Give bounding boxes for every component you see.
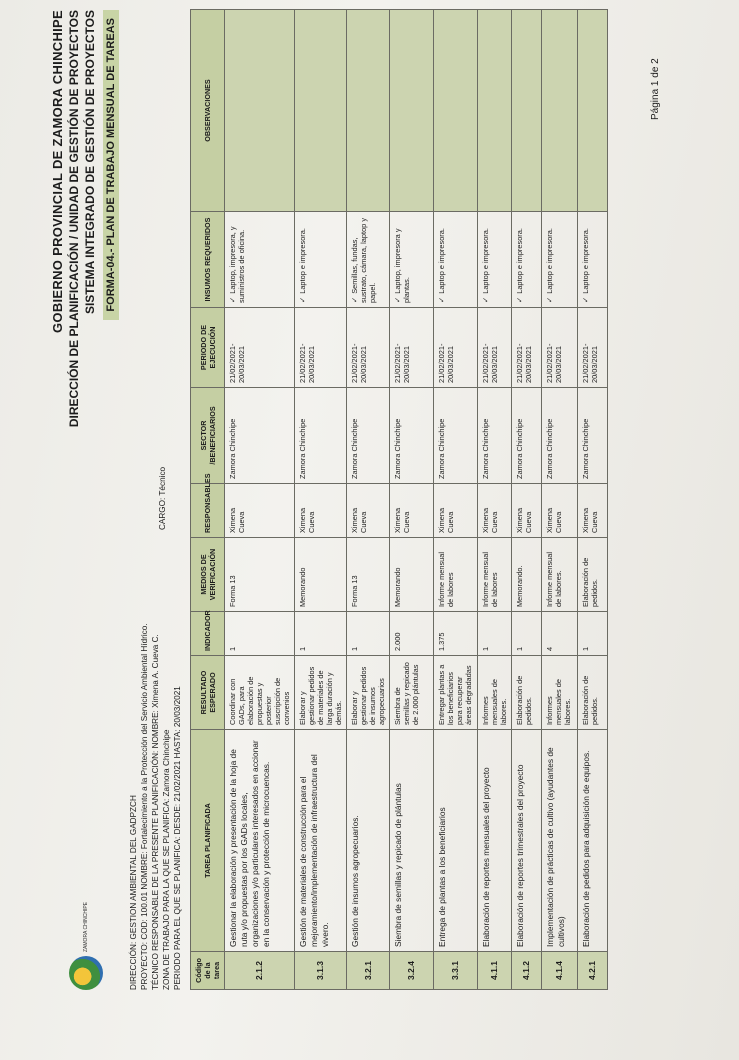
inputs-text: Laptop e impresora. — [581, 228, 590, 294]
document-header — [50, 10, 119, 650]
task-responsible: Ximena Cueva — [512, 484, 542, 538]
page-number: Página 1 de 2 — [650, 58, 661, 120]
task-sector: Zamora Chinchipe — [542, 388, 578, 484]
meta-tecnico: TÉCNICO RESPONSABLE DE LA PRESENTE PLANIFICACIÓN: NOMBRE: Ximena A. Cueva C. — [151, 634, 160, 990]
task-code: 3.2.1 — [347, 952, 390, 990]
task-sector: Zamora Chinchipe — [434, 388, 478, 484]
task-responsible: Ximena Cueva — [347, 484, 390, 538]
task-observations — [542, 10, 578, 212]
task-observations — [347, 10, 390, 212]
checkmark-icon: ✓ — [437, 296, 446, 303]
task-inputs — [478, 212, 512, 308]
task-result: Elaboración de pedidos. — [512, 656, 542, 730]
task-planned: Gestionar la elaboración y presentación de la hoja de ruta y/o propuestas por los GADs locales, organizaciones y/o particulares interesados en accionar en la conservación y protección de microcuencas. — [225, 730, 295, 952]
task-result: Coordinar con GADs, para elaboración de propuestas y posterior suscripción de convenios — [225, 656, 295, 730]
inputs-text: Laptop, impresora y plantas. — [393, 228, 411, 303]
task-inputs — [434, 212, 478, 308]
task-code: 3.2.4 — [390, 952, 434, 990]
task-observations — [390, 10, 434, 212]
task-observations — [512, 10, 542, 212]
task-observations — [578, 10, 608, 212]
col-header: SECTOR /BENEFICIARIOS — [191, 388, 225, 484]
task-code: 3.3.1 — [434, 952, 478, 990]
col-header: RESPONSABLES — [191, 484, 225, 538]
task-period: 21/02/2021-20/03/2021 — [512, 308, 542, 388]
task-planned: Gestión de materiales de construcción para el mejoramiento/implementación de infraestructura del vivero. — [295, 730, 347, 952]
col-header: Código de la tarea — [191, 952, 225, 990]
table-row — [225, 10, 295, 990]
task-code: 4.2.1 — [578, 952, 608, 990]
col-header: TAREA PLANIFICADA — [191, 730, 225, 952]
meta-periodo: PERIODO PARA EL QUE SE PLANIFICA: DESDE: 21/02/2021 HASTA: 20/03/2021 — [173, 686, 182, 990]
col-header: INDICADOR — [191, 612, 225, 656]
task-indicator: 1 — [512, 612, 542, 656]
inputs-text: Semillas, fundas, sustrato, cámara, laptop y papel. — [350, 217, 377, 303]
meta-direccion: DIRECCIÓN: GESTION AMBIENTAL DEL GADPZCH — [129, 795, 138, 990]
task-sector: Zamora Chinchipe — [578, 388, 608, 484]
task-period: 21/02/2021-20/03/2021 — [225, 308, 295, 388]
task-sector: Zamora Chinchipe — [512, 388, 542, 484]
col-header: PERIODO DE EJECUCIÓN — [191, 308, 225, 388]
logo-emblem-icon — [69, 956, 103, 990]
task-verification: Informe mensual de labores — [478, 538, 512, 612]
table-body — [225, 10, 608, 990]
inputs-text: Laptop e impresora. — [298, 228, 307, 294]
col-header: OBSERVACIONES — [191, 10, 225, 212]
task-sector: Zamora Chinchipe — [295, 388, 347, 484]
table-row — [295, 10, 347, 990]
task-observations — [434, 10, 478, 212]
task-inputs — [512, 212, 542, 308]
table-row — [578, 10, 608, 990]
task-observations — [478, 10, 512, 212]
form-title: FORMA-04.- PLAN DE TRABAJO MENSUAL DE TAREAS — [103, 10, 119, 320]
task-inputs — [390, 212, 434, 308]
task-indicator: 4 — [542, 612, 578, 656]
task-planned: Entrega de plantas a los beneficiarios — [434, 730, 478, 952]
task-period: 21/02/2021-20/03/2021 — [295, 308, 347, 388]
checkmark-icon: ✓ — [545, 296, 554, 303]
logo-text: ZAMORA CHINCHIPE — [83, 901, 89, 952]
task-sector: Zamora Chinchipe — [347, 388, 390, 484]
task-inputs — [225, 212, 295, 308]
task-period: 21/02/2021-20/03/2021 — [390, 308, 434, 388]
header-line-3: SISTEMA INTEGRADO DE GESTIÓN DE PROYECTOS — [83, 10, 97, 315]
task-sector: Zamora Chinchipe — [390, 388, 434, 484]
task-observations — [295, 10, 347, 212]
checkmark-icon: ✓ — [350, 296, 359, 303]
task-planned: Elaboración de reportes mensuales del proyecto — [478, 730, 512, 952]
col-header: INSUMOS REQUERIDOS — [191, 212, 225, 308]
col-header: MEDIOS DE VERIFICACIÓN — [191, 538, 225, 612]
task-indicator: 1.375 — [434, 612, 478, 656]
task-verification: Forma 13 — [347, 538, 390, 612]
task-result: Elaborar y gestionar pedidos de materiales de larga duración y demás. — [295, 656, 347, 730]
task-code: 2.1.2 — [225, 952, 295, 990]
task-verification: Memorando. — [512, 538, 542, 612]
task-verification: Memorando — [295, 538, 347, 612]
meta-proyecto: PROYECTO: COD: 100.01 NOMBRE: Fortalecimiento a la Protección del Servicio Ambiental Hídrico. — [140, 623, 149, 990]
task-planned: Elaboración de reportes trimestrales del proyecto — [512, 730, 542, 952]
task-code: 4.1.4 — [542, 952, 578, 990]
project-meta — [128, 623, 183, 990]
task-period: 21/02/2021-20/03/2021 — [347, 308, 390, 388]
task-inputs — [295, 212, 347, 308]
task-indicator: 1 — [295, 612, 347, 656]
inputs-text: Laptop e impresora. — [515, 228, 524, 294]
task-result: Entregar plantas a los beneficiarios para recuperar áreas degradadas — [434, 656, 478, 730]
task-inputs — [347, 212, 390, 308]
task-planned: Siembra de semillas y repicado de plántulas — [390, 730, 434, 952]
header-line-2: DIRECCIÓN DE PLANIFICACIÓN / UNIDAD DE GESTIÓN DE PROYECTOS — [67, 10, 81, 428]
task-verification: Informe mensual de labores — [434, 538, 478, 612]
task-result: Informes mensuales de labores. — [478, 656, 512, 730]
task-indicator: 1 — [578, 612, 608, 656]
table-header-row — [191, 10, 225, 990]
task-inputs — [542, 212, 578, 308]
table-row — [390, 10, 434, 990]
rotated-page — [50, 0, 670, 1000]
task-planned: Implementación de prácticas de cultivo (ayudantes de cultivos) — [542, 730, 578, 952]
task-responsible: Ximena Cueva — [225, 484, 295, 538]
task-responsible: Ximena Cueva — [478, 484, 512, 538]
task-sector: Zamora Chinchipe — [478, 388, 512, 484]
task-inputs — [578, 212, 608, 308]
task-verification: Informe mensual de labores. — [542, 538, 578, 612]
logo — [60, 900, 112, 990]
task-indicator: 2.000 — [390, 612, 434, 656]
inputs-text: Laptop e impresora. — [437, 228, 446, 294]
task-responsible: Ximena Cueva — [434, 484, 478, 538]
col-header: RESULTADO ESPERADO — [191, 656, 225, 730]
task-period: 21/02/2021-20/03/2021 — [542, 308, 578, 388]
table-row — [434, 10, 478, 990]
checkmark-icon: ✓ — [481, 296, 490, 303]
task-verification: Elaboración de pedidos. — [578, 538, 608, 612]
checkmark-icon: ✓ — [515, 296, 524, 303]
tasks-table — [190, 9, 608, 990]
task-result: Elaborar y gestionar pedidos de insumos agropecuarios — [347, 656, 390, 730]
task-indicator: 1 — [347, 612, 390, 656]
task-period: 21/02/2021-20/03/2021 — [478, 308, 512, 388]
task-responsible: Ximena Cueva — [295, 484, 347, 538]
table-row — [512, 10, 542, 990]
task-period: 21/02/2021-20/03/2021 — [434, 308, 478, 388]
checkmark-icon: ✓ — [298, 296, 307, 303]
task-responsible: Ximena Cueva — [542, 484, 578, 538]
task-verification: Forma 13 — [225, 538, 295, 612]
meta-cargo: CARGO: Técnico — [158, 466, 167, 530]
inputs-text: Laptop e impresora. — [545, 228, 554, 294]
task-responsible: Ximena Cueva — [578, 484, 608, 538]
header-line-1: GOBIERNO PROVINCIAL DE ZAMORA CHINCHIPE — [50, 10, 65, 333]
table-row — [478, 10, 512, 990]
task-period: 21/02/2021-20/03/2021 — [578, 308, 608, 388]
checkmark-icon: ✓ — [393, 296, 402, 303]
task-result: Siembra de semillas y repicado de 2.000 plántulas — [390, 656, 434, 730]
checkmark-icon: ✓ — [228, 296, 237, 303]
checkmark-icon: ✓ — [581, 296, 590, 303]
task-observations — [225, 10, 295, 212]
task-code: 3.1.3 — [295, 952, 347, 990]
task-indicator: 1 — [478, 612, 512, 656]
task-indicator: 1 — [225, 612, 295, 656]
task-planned: Gestión de insumos agropecuarios. — [347, 730, 390, 952]
task-result: Informes mensuales de labores. — [542, 656, 578, 730]
task-result: Elaboración de pedidos. — [578, 656, 608, 730]
task-planned: Elaboración de pedidos para adquisición de equipos. — [578, 730, 608, 952]
task-sector: Zamora Chinchipe — [225, 388, 295, 484]
table-row — [542, 10, 578, 990]
task-code: 4.1.2 — [512, 952, 542, 990]
inputs-text: Laptop e impresora. — [481, 228, 490, 294]
task-responsible: Ximena Cueva — [390, 484, 434, 538]
task-code: 4.1.1 — [478, 952, 512, 990]
task-verification: Memorando — [390, 538, 434, 612]
meta-zona: ZONA DE TRABAJO PARA LA QUE SE PLANIFICA: Zamora Chinchipe — [162, 729, 171, 990]
inputs-text: Laptop, impresora, y suministros de oficina. — [228, 226, 246, 303]
table-row — [347, 10, 390, 990]
